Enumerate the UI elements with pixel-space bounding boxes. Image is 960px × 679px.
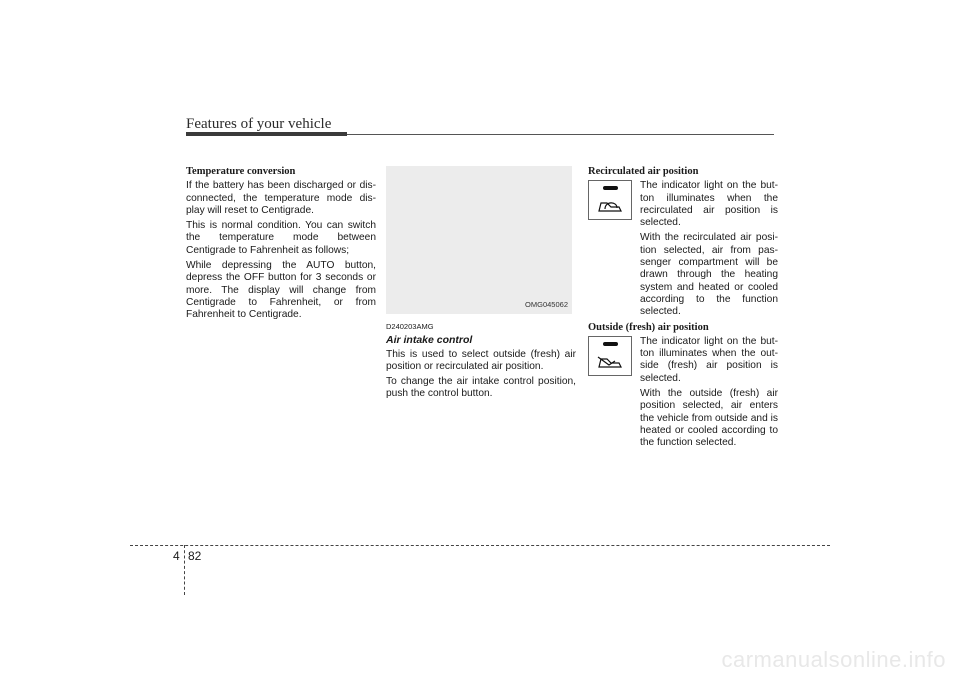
column-air-intake (386, 166, 576, 404)
outside-air-mode-block (588, 322, 778, 450)
recirculated-mode-block (588, 166, 778, 319)
paragraph: With the outside (fresh) air position selected, air enters the vehicle from outside and is heated or cooled according to the function selected. (640, 388, 778, 449)
column-air-positions (588, 166, 778, 453)
column-temperature-conversion (186, 166, 376, 325)
footer-divider (184, 545, 185, 595)
section-heading: Recirculated air position (588, 166, 699, 177)
section-heading: Air intake control (386, 334, 473, 347)
paragraph: If the battery has been discharged or dis- connected, the temperature mode dis- play will reset to Centigrade. (186, 180, 376, 216)
car-recirculation-arrow-icon (597, 195, 625, 215)
paragraph: With the recirculated air posi- tion selected, air from pas- senger compartment will be drawn through the heating system and heated or cooled according to the function selected. (640, 232, 778, 318)
page-number: 82 (188, 549, 202, 563)
section-heading: Temperature conversion (186, 166, 296, 177)
section-heading: Outside (fresh) air position (588, 321, 709, 333)
header-rule-thin (347, 134, 774, 135)
recirculated-air-icon (588, 180, 632, 220)
indicator-light-icon (603, 186, 618, 190)
figure-code: OMG045062 (525, 299, 568, 309)
paragraph: To change the air intake control position, push the control button. (386, 376, 576, 400)
figure-placeholder (386, 166, 572, 314)
indicator-light-icon (603, 342, 618, 346)
footer-rule (130, 545, 830, 546)
paragraph: This is used to select outside (fresh) air position or recirculated air position. (386, 348, 576, 372)
paragraph: While depressing the AUTO button, depress the OFF button for 3 seconds or more. The display will change from Centigrade to Fahrenheit, or from Fahrenheit to Centigrade. (186, 260, 376, 321)
header-rule-thick (186, 132, 347, 136)
section-code: D240203AMG (386, 322, 434, 331)
chapter-number: 4 (173, 549, 180, 563)
outside-air-icon (588, 336, 632, 376)
watermark-text: carmanualsonline.info (721, 647, 946, 672)
car-fresh-air-arrow-icon (597, 351, 625, 371)
paragraph: The indicator light on the but- ton illuminates when the out- side (fresh) air position is selected. (640, 335, 778, 384)
paragraph: This is normal condition. You can switch the temperature mode between Centigrade to Fahrenheit as follows; (186, 220, 376, 256)
page-header-title: Features of your vehicle (186, 116, 332, 132)
paragraph: The indicator light on the but- ton illuminates when the recirculated air position is selected. (640, 180, 778, 229)
